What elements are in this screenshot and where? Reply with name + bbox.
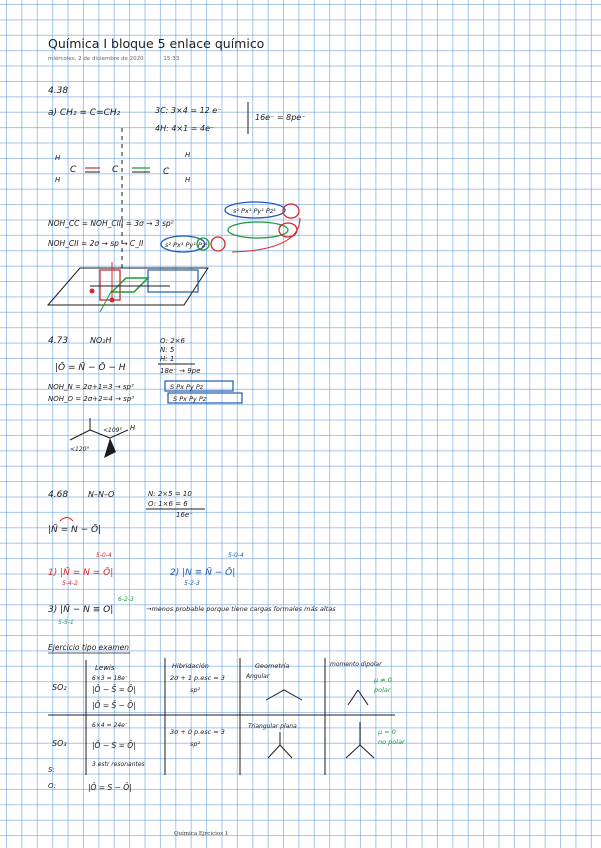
formal-charge: 5-0-4: [96, 552, 112, 559]
lewis-sketch: |Ō = S̄ − Ō|: [92, 701, 136, 710]
row-so2-dipole: μ ≠ 0: [374, 676, 392, 684]
row-so2-hybrid: 2σ + 1 p.esc = 3: [170, 674, 225, 682]
row-so3-dipole2: no polar: [378, 738, 405, 746]
h-label: H: [130, 424, 136, 432]
ex-473-count-n: N: 5: [160, 346, 175, 354]
ex-468-molecule: N–N–O: [88, 490, 115, 499]
dipole-sketch: [346, 745, 360, 758]
c3-label: C: [163, 167, 170, 177]
wedge-bond: [104, 438, 116, 458]
row-so3-lewis: 6×4 = 24e⁻: [92, 722, 128, 729]
ex-468-lewis-3: 3) |N̄ − N ≡ O|: [48, 605, 114, 615]
ex-473-box-n: S Px Py Pz: [170, 383, 204, 391]
row-so3-hybrid: 3σ + 0 p.esc = 3: [170, 728, 225, 736]
row-so3-hybrid2: sp²: [190, 740, 201, 748]
c2-label: C: [112, 165, 119, 175]
lewis-sketch: |Ō = S − Ō|: [88, 783, 132, 792]
green-orbital: [112, 278, 148, 292]
h-label: H: [185, 176, 191, 184]
row-so2-hybrid2: sp²: [190, 686, 201, 694]
ex-473-molecule: NO₂H: [90, 336, 112, 345]
ex-468-lewis-1: 1) |N̄ = N = Ō|: [48, 568, 114, 578]
page-footer: Química Ejrcicios 1: [174, 831, 229, 837]
col-dipole: momento dipolar: [330, 661, 382, 668]
col-geometry: Geometría: [255, 662, 290, 670]
ex-468-number: 4.68: [48, 490, 69, 500]
col-hybrid: Hibridación: [172, 662, 209, 670]
row-so2-geometry: Angular: [246, 673, 270, 680]
arrow-red: [60, 518, 73, 522]
ex-438-orbitals-bottom: s² Px¹ Py¹ Pz¹: [165, 241, 208, 249]
blue-box: [148, 270, 198, 292]
exam-extra-o: O:: [48, 782, 56, 790]
lewis-sketch: |N̄ = N − Ō|: [48, 525, 102, 535]
ex-438-count-c: 3C: 3×4 = 12 e⁻: [155, 106, 222, 115]
row-so2-dipole2: polar: [374, 686, 391, 694]
formal-charge: 5-2-3: [184, 580, 200, 587]
red-orbital: [100, 270, 120, 300]
ex-473-number: 4.73: [48, 336, 69, 346]
ex-473-angle-2: <120°: [70, 446, 90, 453]
ex-438-total: 16e⁻ = 8pe⁻: [255, 113, 306, 122]
ex-468-lewis-2: 2) |N ≡ N̄ − Ō|: [170, 568, 236, 578]
ex-438-molecule: a) CH₂ = C=CH₂: [48, 108, 121, 118]
geometry-sketch: [280, 745, 292, 758]
ex-468-note-3: →menos probable porque tiene cargas formales más altas: [146, 605, 336, 613]
formal-charge: 5-4-2: [62, 580, 78, 587]
ex-468-count-o: O: 1×6 = 6: [148, 500, 188, 508]
ex-438-count-h: 4H: 4×1 = 4e⁻: [155, 124, 215, 133]
geometry-sketch: [268, 745, 280, 758]
h-label: H: [55, 176, 61, 184]
ex-473-count-h: H: 1: [160, 355, 175, 363]
dipole-sketch: [358, 690, 368, 705]
page-date: miércoles, 2 de diciembre de 2020: [48, 56, 144, 62]
ex-473-noh-o: NOH_O = 2σ+2=4 → sp³: [48, 395, 135, 403]
ex-468-total: 16e⁻: [176, 511, 193, 519]
orbital-circle-red: [211, 237, 225, 251]
bond-line: [70, 430, 90, 440]
row-so3-dipole: μ = 0: [378, 728, 396, 736]
ex-473-box-o: S Px Py Pz: [173, 395, 207, 403]
ex-438-number: 4.38: [48, 86, 69, 96]
formal-charge: 6-2-3: [118, 596, 134, 603]
ex-438-noh-line: NOH_CC = NOH_CIII = 3σ → 3 sp²: [48, 219, 174, 228]
exam-extra-label: 3 estr resonantes: [92, 761, 145, 768]
ex-473-count-o: O: 2×6: [160, 337, 185, 345]
ex-473-angle-1: <109°: [103, 427, 123, 434]
page-time: 15:33: [163, 56, 180, 62]
ex-468-count-n: N: 2×5 = 10: [148, 490, 192, 498]
ex-473-total: 18e⁻ → 9pe: [160, 367, 201, 375]
lewis-sketch: |Ō = N̄ − Ō − H: [55, 363, 126, 373]
row-so2-lewis: 6×3 = 18e⁻: [92, 675, 128, 682]
dipole-sketch: [348, 690, 358, 705]
lewis-sketch: |Ō − S̄ = Ō|: [92, 685, 136, 694]
ex-473-noh-n: NOH_N = 2σ+1=3 → sp²: [48, 383, 134, 391]
exam-heading: Ejercicio tipo examen: [48, 643, 129, 652]
lewis-sketch: |Ō − S = Ō|: [92, 741, 136, 750]
exam-extra-s: S:: [48, 766, 55, 774]
formal-charge: 5-5-1: [58, 619, 74, 626]
h-label: H: [55, 154, 61, 162]
c1-label: C: [70, 165, 77, 175]
atom-dot: [110, 298, 115, 303]
ex-438-orbitals-top: s² Px¹ Py¹ Pz¹: [233, 207, 276, 215]
formal-charge: 5-0-4: [228, 552, 244, 559]
page-title: Química I bloque 5 enlace químico: [48, 36, 265, 51]
ex-438-noh-line2: NOH_CII = 2σ → sp → C_II: [48, 239, 144, 248]
dipole-sketch: [360, 745, 374, 758]
row-so2-name: SO₂: [52, 683, 67, 692]
geometry-sketch: [266, 690, 302, 700]
row-so3-name: SO₃: [52, 739, 67, 748]
col-lewis: Lewis: [95, 664, 115, 672]
row-so3-geometry: Triangular plana: [248, 723, 297, 730]
h-label: H: [185, 151, 191, 159]
atom-dot: [90, 289, 95, 294]
